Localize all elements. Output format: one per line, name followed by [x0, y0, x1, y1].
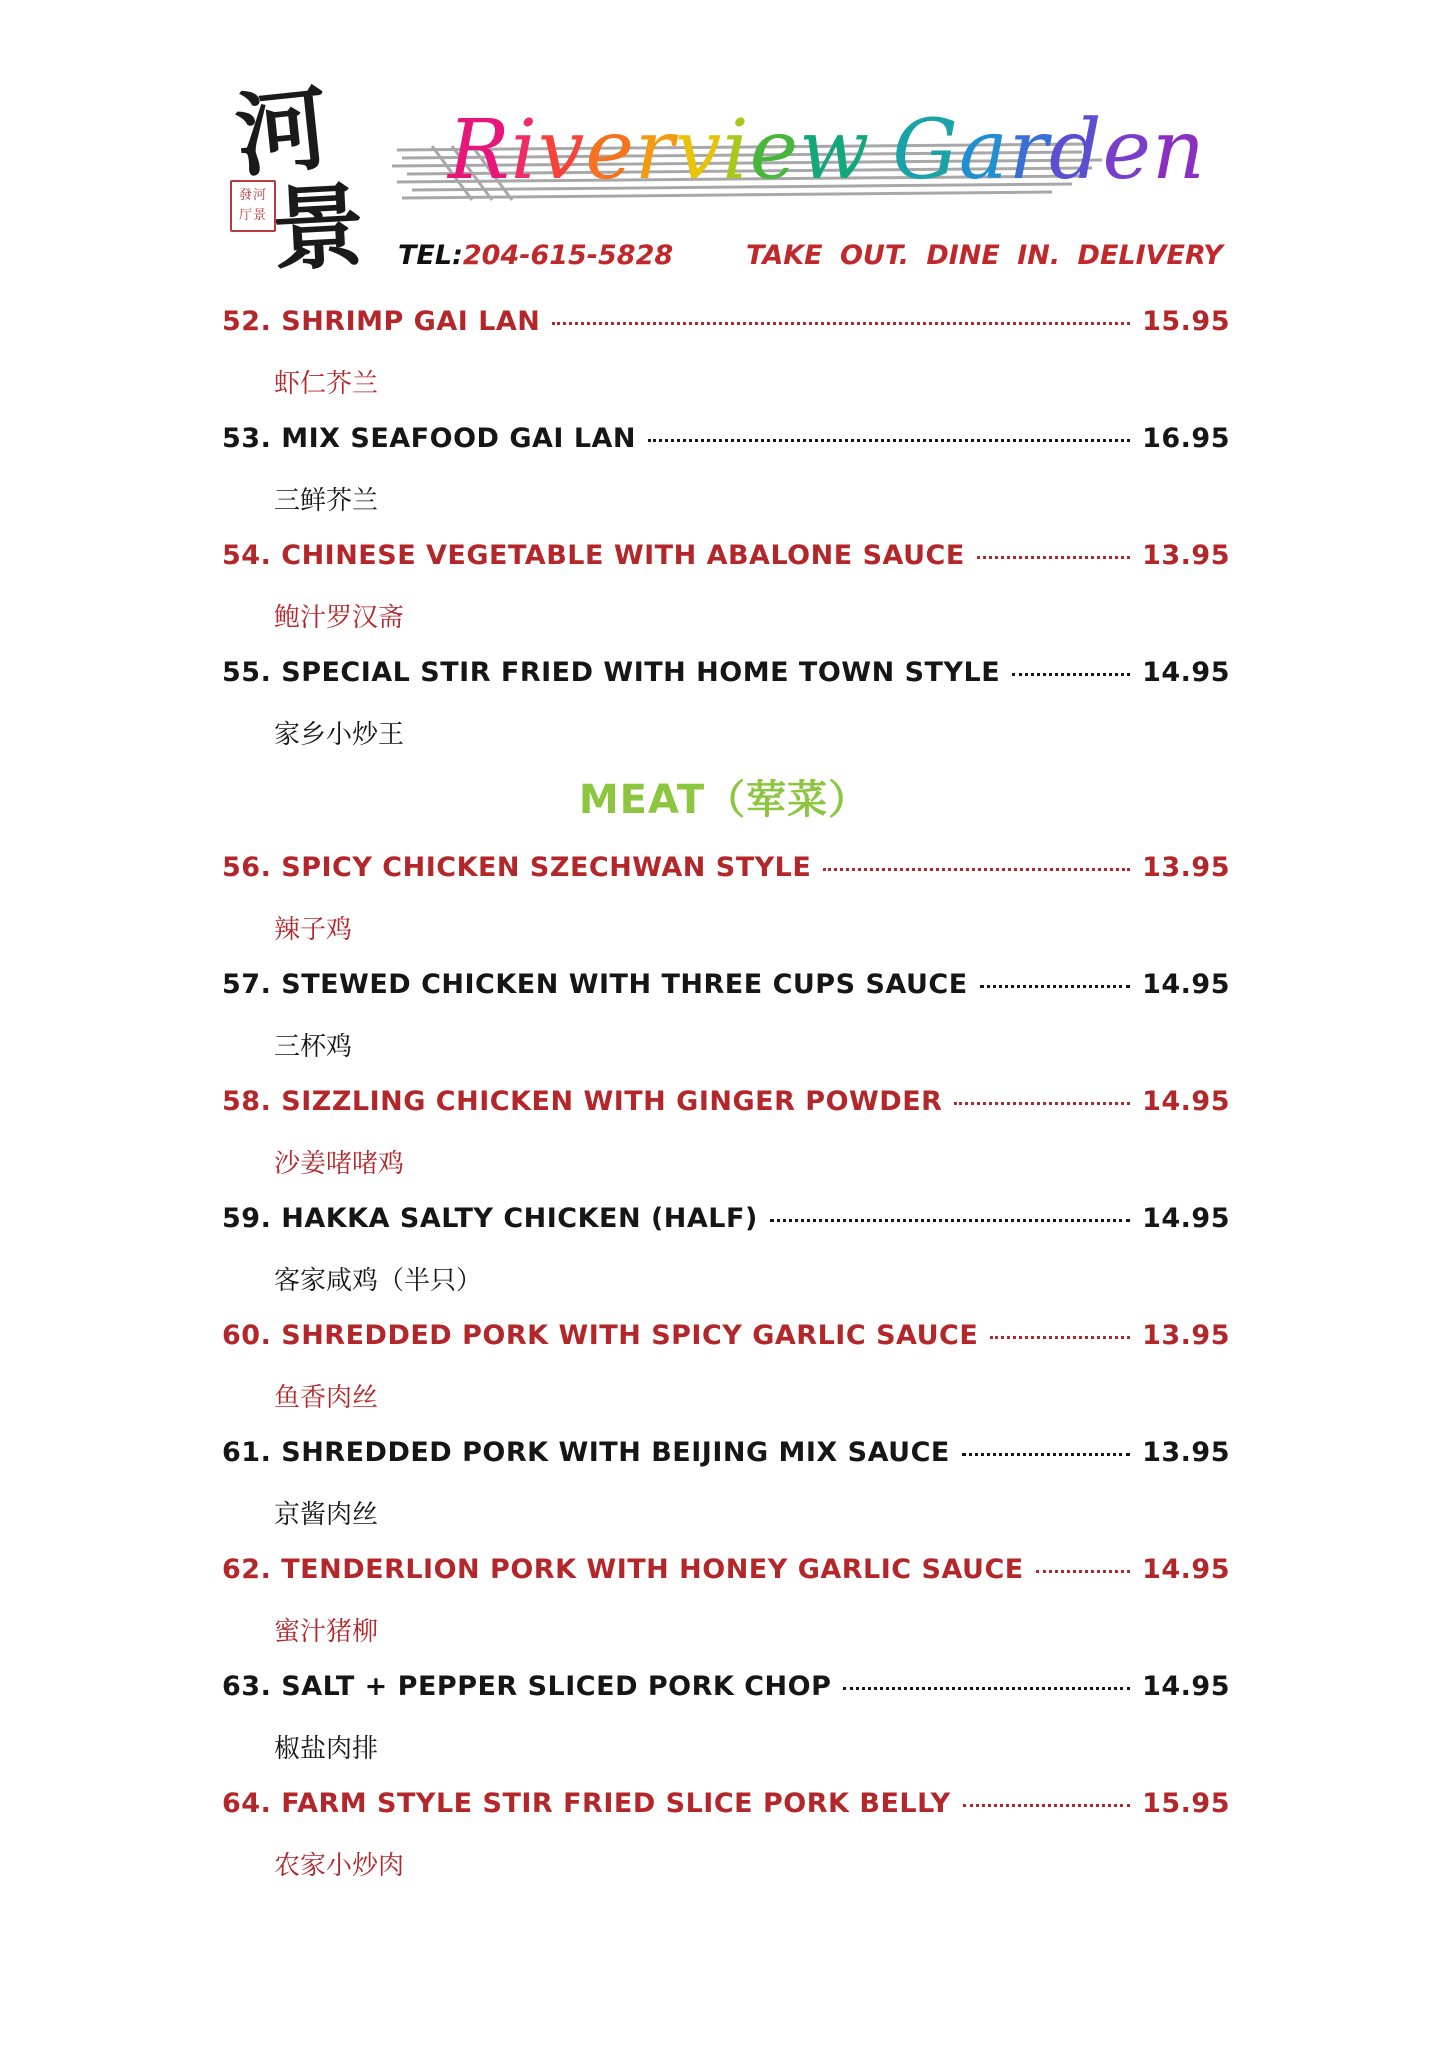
menu-item	[222, 1554, 1230, 1648]
item-number: 54.	[222, 540, 272, 571]
item-number: 60.	[222, 1320, 272, 1351]
menu-item-name	[222, 540, 965, 571]
menu-item-name	[222, 306, 540, 337]
item-number: 62.	[222, 1554, 272, 1585]
dot-leader	[823, 868, 1130, 871]
brand-letter: e	[749, 103, 800, 198]
dot-leader	[648, 439, 1130, 442]
item-number: 52.	[222, 306, 272, 337]
menu-item-row	[222, 306, 1230, 337]
item-number: 64.	[222, 1788, 272, 1819]
item-price: 15.95	[1142, 306, 1230, 337]
menu-item-row	[222, 657, 1230, 688]
item-chinese-name: 椒盐肉排	[274, 1734, 379, 1764]
menu-item-name	[222, 1554, 1024, 1585]
item-price: 13.95	[1142, 852, 1230, 883]
menu-item-name	[222, 1671, 831, 1702]
menu-item	[222, 1437, 1230, 1531]
menu-item	[222, 1788, 1230, 1882]
menu-item	[222, 423, 1230, 517]
menu-item-name	[222, 1086, 942, 1117]
item-chinese-name: 三鲜芥兰	[274, 486, 379, 516]
menu-item-row	[222, 540, 1230, 571]
menu-item-row	[222, 969, 1230, 1000]
menu-item	[222, 1086, 1230, 1180]
telephone	[398, 240, 673, 271]
seal-line-1: 發河	[238, 188, 267, 203]
item-price: 14.95	[1142, 1671, 1230, 1702]
red-seal-stamp	[230, 180, 276, 232]
item-number: 53.	[222, 423, 272, 454]
service-options: TAKE OUT. DINE IN. DELIVERY	[746, 240, 1223, 271]
item-number: 57.	[222, 969, 272, 1000]
item-price: 13.95	[1142, 1320, 1230, 1351]
brand-letter: i	[722, 103, 750, 198]
item-number: 63.	[222, 1671, 272, 1702]
menu-item-row	[222, 1437, 1230, 1468]
item-chinese-name: 虾仁芥兰	[274, 369, 379, 399]
item-title: TENDERLION PORK WITH HONEY GARLIC SAUCE	[281, 1554, 1024, 1585]
item-number: 55.	[222, 657, 272, 688]
menu-item-row	[222, 1788, 1230, 1819]
item-number: 59.	[222, 1203, 272, 1234]
menu-item-row	[222, 1203, 1230, 1234]
brand-letter: w	[799, 103, 871, 198]
item-price: 14.95	[1142, 1086, 1230, 1117]
logo-char-2: 景	[269, 171, 367, 285]
menu-item-name	[222, 657, 1000, 688]
dot-leader	[1036, 1570, 1130, 1573]
item-price: 13.95	[1142, 540, 1230, 571]
item-chinese-name: 家乡小炒王	[274, 720, 405, 750]
menu-item-row	[222, 1671, 1230, 1702]
item-chinese-name: 鲍汁罗汉斋	[274, 603, 405, 633]
item-price: 16.95	[1142, 423, 1230, 454]
item-title: SHREDDED PORK WITH SPICY GARLIC SAUCE	[281, 1320, 979, 1351]
item-price: 14.95	[1142, 1554, 1230, 1585]
tel-number: 204-615-5828	[462, 240, 674, 271]
menu-item	[222, 1671, 1230, 1765]
menu-item-row	[222, 1554, 1230, 1585]
item-price: 15.95	[1142, 1788, 1230, 1819]
menu-item-name	[222, 1437, 950, 1468]
menu-item-row	[222, 423, 1230, 454]
brand-letter: v	[537, 103, 586, 198]
item-chinese-name: 京酱肉丝	[274, 1500, 379, 1530]
brand-letter: a	[958, 103, 1009, 198]
menu-item-row	[222, 1086, 1230, 1117]
item-title: SPECIAL STIR FRIED WITH HOME TOWN STYLE	[281, 657, 1001, 688]
menu-item-name	[222, 423, 636, 454]
item-chinese-name: 农家小炒肉	[274, 1851, 405, 1881]
item-chinese-name: 沙姜啫啫鸡	[274, 1149, 405, 1179]
brand-letter: e	[1102, 103, 1152, 198]
seal-line-2: 厅景	[238, 208, 267, 223]
dot-leader	[962, 1453, 1130, 1456]
tel-label: TEL:	[398, 240, 463, 271]
dot-leader	[990, 1336, 1130, 1339]
item-number: 56.	[222, 852, 272, 883]
item-chinese-name: 鱼香肉丝	[274, 1383, 379, 1413]
item-number: 61.	[222, 1437, 272, 1468]
dot-leader	[843, 1687, 1130, 1690]
menu-item-row	[222, 1320, 1230, 1351]
item-chinese-name: 客家咸鸡（半只）	[274, 1266, 483, 1296]
item-price: 13.95	[1142, 1437, 1230, 1468]
menu-item-name	[222, 969, 968, 1000]
item-chinese-name: 蜜汁猪柳	[274, 1617, 379, 1647]
item-title: STEWED CHICKEN WITH THREE CUPS SAUCE	[281, 969, 968, 1000]
menu-item-row	[222, 852, 1230, 883]
brand-letter: d	[1048, 103, 1103, 198]
menu-item-name	[222, 1788, 951, 1819]
item-title: SPICY CHICKEN SZECHWAN STYLE	[281, 852, 812, 883]
brand-letter: R	[448, 103, 511, 198]
brand-letter: n	[1151, 103, 1206, 198]
item-price: 14.95	[1142, 969, 1230, 1000]
menu-item	[222, 1320, 1230, 1414]
item-title: CHINESE VEGETABLE WITH ABALONE SAUCE	[281, 540, 965, 571]
logo-char-1: 河	[230, 73, 334, 191]
menu-item-name	[222, 1203, 758, 1234]
menu-item-name	[222, 1320, 978, 1351]
menu-item	[222, 306, 1230, 400]
menu-item	[222, 1203, 1230, 1297]
item-chinese-name: 三杯鸡	[274, 1032, 353, 1062]
menu-item-name	[222, 852, 811, 883]
item-title: SHREDDED PORK WITH BEIJING MIX SAUCE	[281, 1437, 950, 1468]
brand-letter: r	[1008, 103, 1049, 198]
dot-leader	[954, 1102, 1130, 1105]
section-title-meat: MEAT（荤菜）	[578, 777, 870, 823]
restaurant-name-logo	[448, 103, 1206, 198]
dot-leader	[977, 556, 1130, 559]
item-title: SALT + PEPPER SLICED PORK CHOP	[281, 1671, 832, 1702]
item-chinese-name: 辣子鸡	[274, 915, 353, 945]
menu-item	[222, 657, 1230, 751]
dot-leader	[552, 322, 1130, 325]
menu-item	[222, 969, 1230, 1063]
brand-letter: G	[892, 103, 959, 198]
item-title: HAKKA SALTY CHICKEN (HALF)	[281, 1203, 758, 1234]
dot-leader	[770, 1219, 1130, 1222]
dot-leader	[980, 985, 1130, 988]
dot-leader	[1012, 673, 1130, 676]
item-title: FARM STYLE STIR FRIED SLICE PORK BELLY	[281, 1788, 951, 1819]
menu-item	[222, 852, 1230, 946]
brand-letter: v	[675, 103, 723, 198]
item-title: SIZZLING CHICKEN WITH GINGER POWDER	[281, 1086, 943, 1117]
brand-letter: i	[510, 103, 538, 198]
item-price: 14.95	[1142, 657, 1230, 688]
item-title: SHRIMP GAI LAN	[281, 306, 541, 337]
brand-letter: e	[585, 103, 635, 198]
menu-item	[222, 540, 1230, 634]
dot-leader	[963, 1804, 1130, 1807]
brand-letter: r	[634, 103, 676, 198]
item-number: 58.	[222, 1086, 272, 1117]
item-title: MIX SEAFOOD GAI LAN	[281, 423, 637, 454]
item-price: 14.95	[1142, 1203, 1230, 1234]
